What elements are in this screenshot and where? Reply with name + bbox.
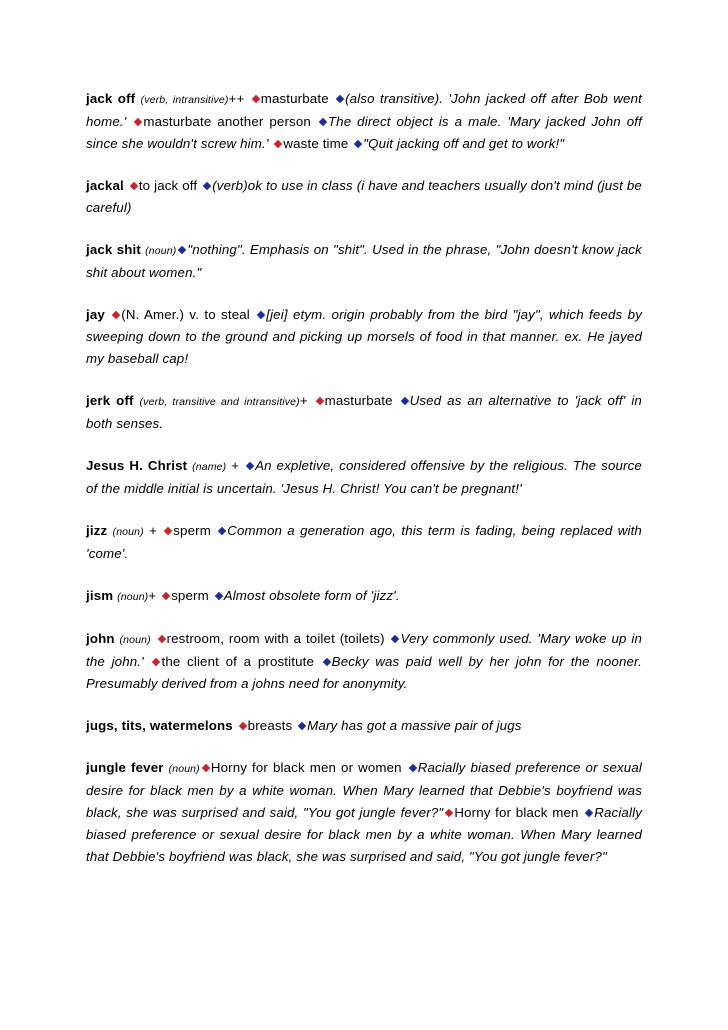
entry-definition: sperm (173, 523, 211, 538)
red-diamond-bullet-icon (445, 809, 453, 817)
red-diamond-bullet-icon (157, 635, 165, 643)
entry-part-of-speech: (noun) (119, 634, 151, 646)
entry-term: Jesus H. Christ (86, 458, 188, 473)
blue-diamond-bullet-icon (391, 635, 399, 643)
entry-term: jackal (86, 178, 124, 193)
entry-marker: + (149, 523, 157, 538)
entry-definition: Horny for black men (454, 805, 579, 820)
red-diamond-bullet-icon (130, 182, 138, 190)
entry-definition: breasts (247, 718, 293, 733)
entry-definition: restroom, room with a toilet (toilets) (166, 631, 385, 646)
entry-definition: sperm (171, 588, 209, 603)
glossary-entry-jackal (86, 175, 642, 219)
red-diamond-bullet-icon (202, 764, 210, 772)
red-diamond-bullet-icon (315, 397, 323, 405)
blue-diamond-bullet-icon (585, 809, 593, 817)
glossary-entry-jay (86, 304, 642, 370)
blue-diamond-bullet-icon (298, 722, 306, 730)
entry-note: An expletive, considered offensive by the religious. The source of the middle initial is uncertain. 'Jesus H. Christ! You can't be pregnant!' (86, 458, 642, 496)
entry-definition: masturbate (260, 91, 329, 106)
entry-definition: the client of a prostitute (161, 654, 315, 669)
glossary-list (86, 88, 642, 888)
blue-diamond-bullet-icon (354, 140, 362, 148)
glossary-entry-jism (86, 585, 642, 608)
red-diamond-bullet-icon (152, 658, 160, 666)
entry-definition: Horny for black men or women (210, 760, 402, 775)
entry-part-of-speech: (noun) (145, 245, 177, 257)
red-diamond-bullet-icon (251, 95, 259, 103)
entry-marker: + (148, 588, 157, 603)
glossary-entry-jack-off (86, 88, 642, 155)
entry-term: jay (86, 307, 105, 322)
blue-diamond-bullet-icon (322, 658, 330, 666)
blue-diamond-bullet-icon (214, 592, 222, 600)
blue-diamond-bullet-icon (336, 95, 344, 103)
entry-note: The direct object is a male. 'Mary jacked John off since she wouldn't screw him.' (86, 114, 642, 151)
glossary-entry-jesus-h-christ (86, 455, 642, 500)
entry-marker: + (299, 393, 308, 408)
entry-note: Very commonly used. 'Mary woke up in the john.' (86, 631, 642, 669)
glossary-entry-jugs (86, 715, 642, 737)
blue-diamond-bullet-icon (246, 462, 254, 470)
entry-marker: + (231, 458, 240, 473)
entry-term: jerk off (86, 393, 134, 408)
entry-definition: masturbate (324, 393, 393, 408)
blue-diamond-bullet-icon (178, 246, 186, 254)
entry-term: jugs, tits, watermelons (86, 718, 233, 733)
glossary-entry-jungle-fever (86, 757, 642, 868)
blue-diamond-bullet-icon (408, 764, 416, 772)
entry-note: Almost obsolete form of 'jizz'. (223, 588, 400, 603)
red-diamond-bullet-icon (238, 722, 246, 730)
entry-term: jack off (86, 91, 136, 106)
blue-diamond-bullet-icon (257, 311, 265, 319)
glossary-entry-jerk-off (86, 390, 642, 435)
entry-note: "nothing". Emphasis on "shit". Used in the phrase, "John doesn't know jack shit about women." (86, 242, 642, 280)
entry-part-of-speech: (noun) (168, 763, 200, 775)
entry-part-of-speech: (name) (192, 461, 227, 473)
entry-part-of-speech: (noun) (112, 526, 144, 538)
entry-part-of-speech: (noun) (117, 591, 149, 603)
red-diamond-bullet-icon (274, 140, 282, 148)
entry-definition: masturbate another person (143, 114, 311, 129)
entry-note: Becky was paid well by her john for the nooner. Presumably derived from a johns need for anonymity. (86, 654, 642, 691)
entry-part-of-speech: (verb, intransitive) (140, 94, 229, 106)
red-diamond-bullet-icon (162, 592, 170, 600)
entry-term: jism (86, 588, 114, 603)
entry-note: Mary has got a massive pair of jugs (307, 718, 522, 733)
entry-marker: ++ (228, 91, 245, 106)
blue-diamond-bullet-icon (400, 397, 408, 405)
entry-definition: (N. Amer.) v. to steal (121, 307, 250, 322)
blue-diamond-bullet-icon (203, 182, 211, 190)
glossary-entry-jack-shit (86, 239, 642, 284)
entry-note: Used as an alternative to 'jack off' in both senses. (86, 393, 642, 431)
entry-note: [jei] etym. origin probably from the bird "jay", which feeds by sweeping down to the ground and picking up morsels of food in that manner. ex. He jayed my baseball cap! (86, 307, 642, 366)
red-diamond-bullet-icon (134, 118, 142, 126)
entry-term: jungle fever (86, 760, 164, 775)
entry-note: (verb)ok to use in class (i have and teachers usually don't mind (just be careful) (86, 178, 642, 215)
entry-note: Common a generation ago, this term is fading, being replaced with 'come'. (86, 523, 642, 561)
entry-part-of-speech: (verb, transitive and intransitive) (139, 396, 300, 408)
red-diamond-bullet-icon (112, 311, 120, 319)
entry-term: john (86, 631, 115, 646)
entry-definition: to jack off (138, 178, 198, 193)
blue-diamond-bullet-icon (218, 527, 226, 535)
entry-note: "Quit jacking off and get to work!" (363, 136, 565, 151)
entry-term: jizz (86, 523, 108, 538)
entry-note: (also transitive). 'John jacked off after Bob went home.' (86, 91, 642, 129)
entry-definition: waste time (283, 136, 349, 151)
blue-diamond-bullet-icon (319, 118, 327, 126)
red-diamond-bullet-icon (164, 527, 172, 535)
glossary-entry-john (86, 628, 642, 695)
entry-term: jack shit (86, 242, 141, 257)
entry-note: Racially biased preference or sexual desire for black men by a white woman. When Mary learned that Debbie's boyfriend was black, she was surprised and said, "You got jungle fever?" (86, 805, 642, 864)
entry-note: Racially biased preference or sexual desire for black men by a white woman. When Mary learned that Debbie's boyfriend was black, she was surprised and said, "You got jungle fever?" (86, 760, 642, 820)
glossary-entry-jizz (86, 520, 642, 565)
